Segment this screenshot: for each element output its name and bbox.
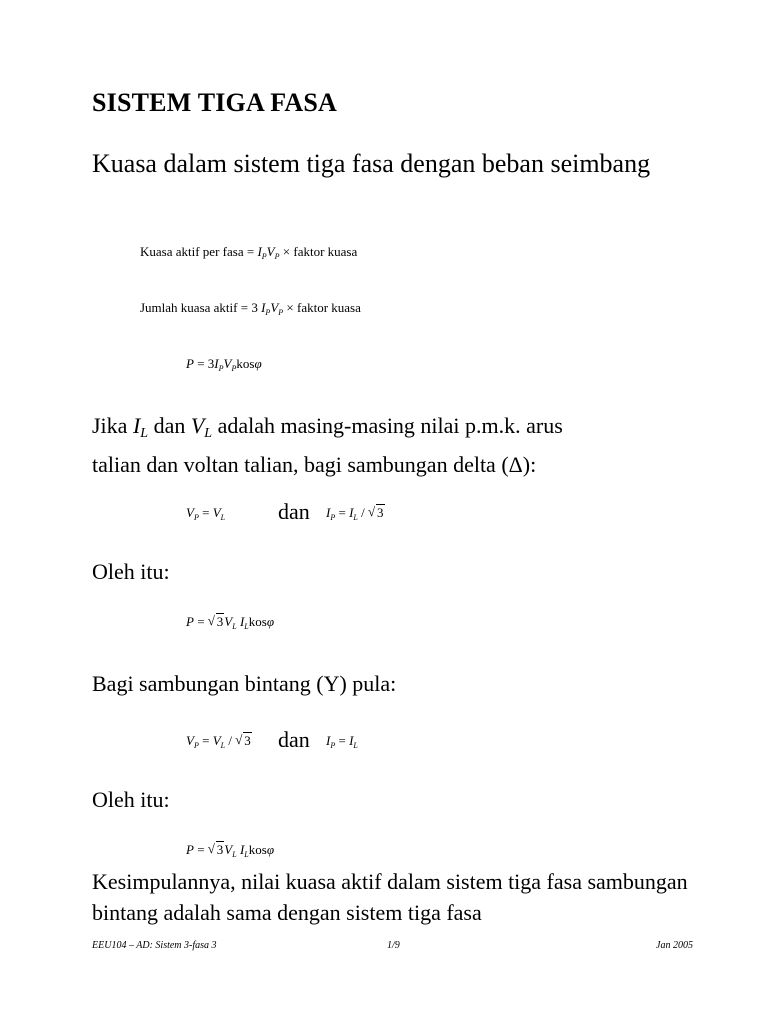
equation-power-phase: $P = 3I_PV_Pkos\varphi$	[186, 356, 262, 373]
equation-star-current: $I_P = I_L$	[326, 733, 358, 750]
equation-star-voltage: $V_P = V_L$ / √ 3	[186, 733, 252, 749]
footer-date: Jan 2005	[656, 940, 693, 951]
paragraph-line-quantities: Jika $I_L$ dan $V_L$ adalah masing-masing nilai p.m.k. arus talian dan voltan talian, bagi sambungan delta (Δ):	[92, 413, 563, 477]
footer-course: EEU104 – AD: Sistem 3-fasa 3	[92, 940, 217, 951]
equation-label: Kuasa aktif per fasa	[140, 244, 244, 259]
equation-delta-voltage: $V_P = V_L$	[186, 505, 226, 522]
oleh-itu-label: Oleh itu:	[92, 559, 170, 584]
footer-page-number: 1/9	[387, 940, 400, 951]
equation-power-delta: P = √ $3V_L$ $I_Lkos\varphi$	[186, 614, 274, 630]
dan-text: dan	[278, 499, 310, 524]
para-line2: talian dan voltan talian, bagi sambungan delta (Δ):	[92, 452, 537, 477]
star-heading: Bagi sambungan bintang (Y) pula:	[92, 671, 397, 696]
equation-delta-current: $I_P = I_L$ / √ 3	[326, 505, 385, 521]
equation-label: Jumlah kuasa aktif	[140, 300, 238, 315]
section-heading: Kuasa dalam sistem tiga fasa dengan beban seimbang	[92, 149, 651, 178]
kos-text: kos	[248, 614, 267, 629]
oleh-itu-label: Oleh itu:	[92, 787, 170, 812]
para-rest: adalah masing-masing nilai p.m.k. arus	[217, 413, 563, 438]
para-jika: Jika	[92, 413, 128, 438]
dan-text: dan	[278, 727, 310, 752]
equation-power-star: P = √ $3V_L$ $I_Lkos\varphi$	[186, 842, 274, 858]
kos-text: kos	[248, 842, 267, 857]
equation-active-power-per-phase: Kuasa aktif per fasa = $I_PV_P$ × faktor kuasa	[140, 244, 358, 261]
para-dan: dan	[153, 413, 186, 438]
equation-text: faktor kuasa	[293, 244, 358, 259]
conclusion-paragraph: Kesimpulannya, nilai kuasa aktif dalam sistem tiga fasa sambungan bintang adalah sama dengan sistem tiga fasa	[92, 869, 688, 925]
equation-text: faktor kuasa	[297, 300, 361, 315]
equation-total-active-power: Jumlah kuasa aktif = 3 $I_PV_P$ × faktor kuasa	[140, 300, 361, 317]
page-title: SISTEM TIGA FASA	[92, 88, 337, 117]
kos-text: kos	[236, 356, 255, 371]
